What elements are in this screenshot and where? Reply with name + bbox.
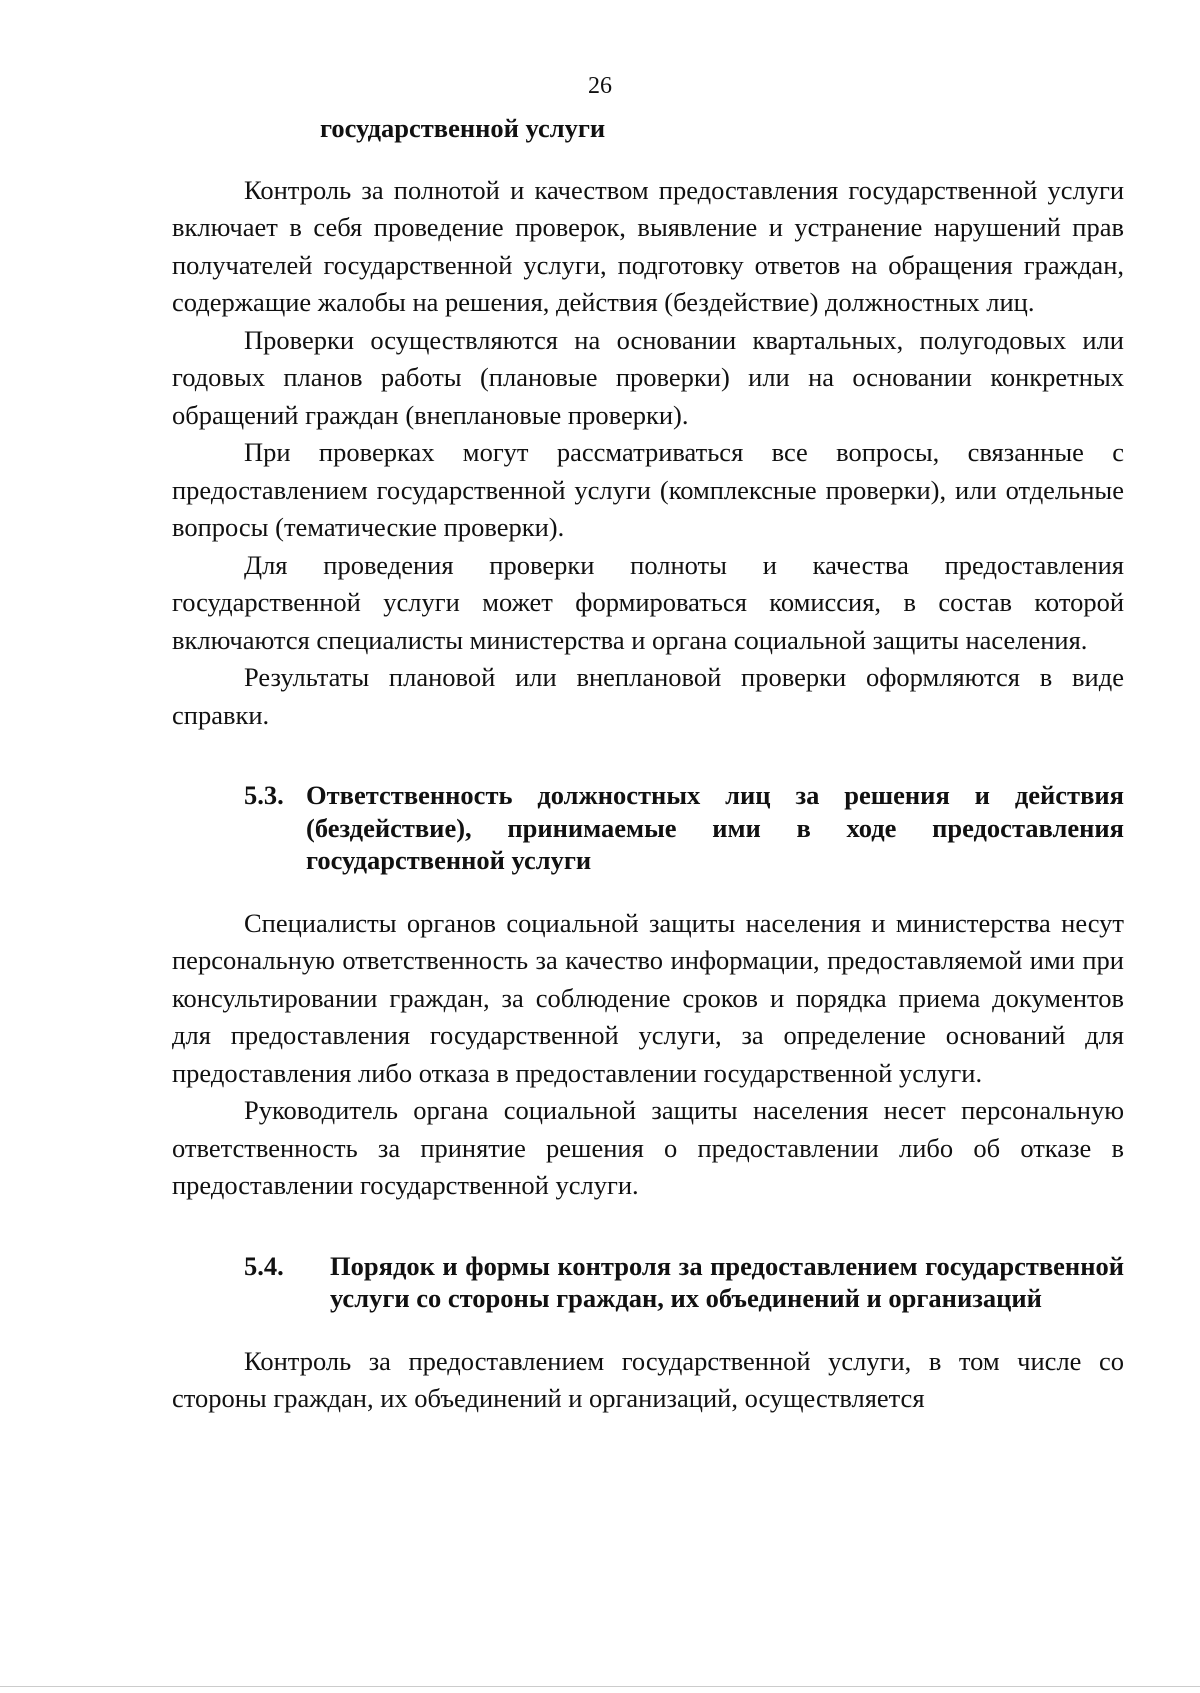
section-number: 5.3. [244,780,284,810]
page-number: 26 [588,73,612,99]
paragraph: Результаты плановой или внеплановой проверки оформляются в виде справки. [172,662,1124,730]
paragraph: Для проведения проверки полноты и качества предоставления государственной услуги может формироваться комиссия, в состав которой включаются специалисты министерства и органа социальной защиты населения. [172,549,1124,655]
section-heading-5-4 [172,1250,1124,1315]
section-heading-5-3 [172,779,1124,877]
section-heading-continuation: государственной услуги [320,113,606,143]
paragraph: При проверках могут рассматриваться все вопросы, связанные с предоставлением государственной услуги (комплексные проверки), или отдельные вопросы (тематические проверки). [172,437,1124,542]
paragraph: Проверки осуществляются на основании квартальных, полугодовых или годовых планов работы (плановые проверки) или на основании конкретных обращений граждан (внеплановые проверки). [172,324,1124,430]
scan-edge-line [0,1686,1200,1687]
section-title: Порядок и формы контроля за предоставлением государственной услуги со стороны граждан, их объединений и организаций [330,1250,1124,1313]
section-number: 5.4. [244,1250,284,1281]
paragraph: Руководитель органа социальной защиты населения несет персональную ответственность за принятие решения о предоставлении либо об отказе в предоставлении государственной услуги. [172,1095,1124,1200]
section-title: Ответственность должностных лиц за решения и действия (бездействие), принимаемые ими в ходе предоставления государственной услуги [306,780,1124,875]
paragraph: Контроль за предоставлением государственной услуги, в том числе со стороны граждан, их объединений и организаций, осуществляется [172,1345,1124,1413]
document-body [172,110,1124,1418]
paragraph: Контроль за полнотой и качеством предоставления государственной услуги включает в себя проведение проверок, выявление и устранение нарушений прав получателей государственной услуги, подготовку ответов на обращения граждан, содержащие жалобы на решения, действия (бездействие) должностных лиц. [172,174,1124,317]
paragraph: Специалисты органов социальной защиты населения и министерства несут персональную ответственность за качество информации, предоставляемой ими при консультировании граждан, за соблюдение сроков и порядка приема документов для предоставления государственной услуги, за определение оснований для предоставления либо отказа в предоставлении государственной услуги. [172,907,1124,1088]
